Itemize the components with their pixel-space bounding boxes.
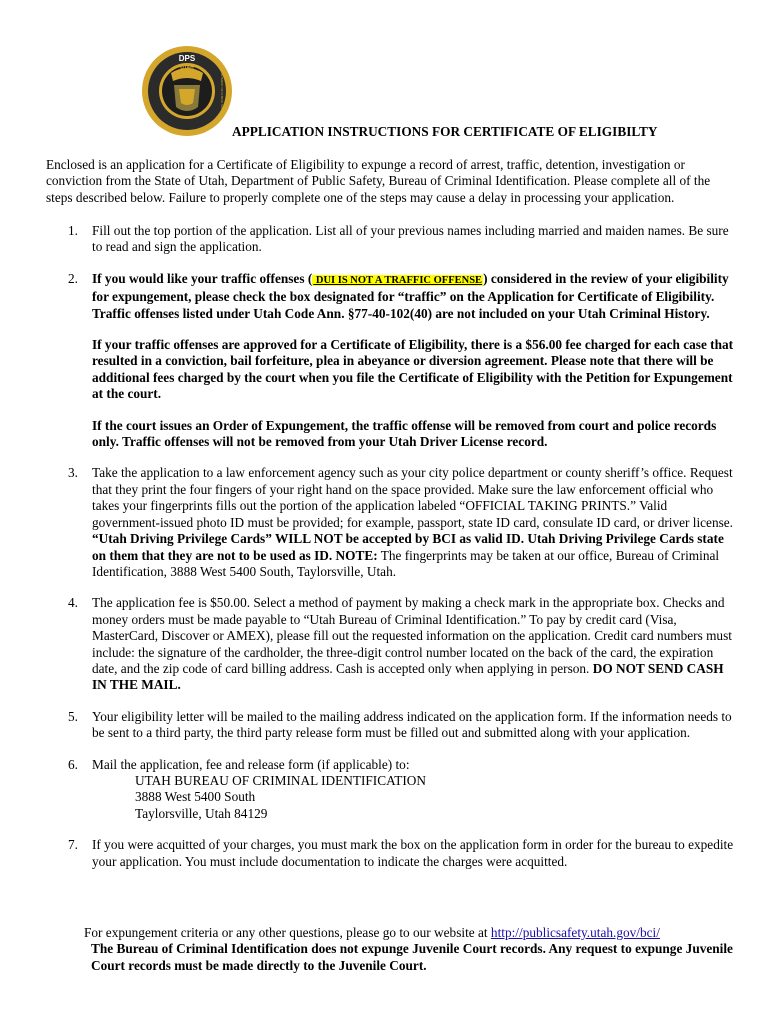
mailing-address (92, 773, 736, 822)
list-number: 6. (68, 756, 78, 772)
svg-text:DEPARTMENT OF PUBLIC SAFETY: DEPARTMENT OF PUBLIC SAFETY (220, 66, 224, 116)
step-text: Your eligibility letter will be mailed to the mailing address indicated on the application form. If the information needs to be sent to a third party, the third party release form must be filled out and submitted along with your application. (92, 708, 732, 741)
list-item-4 (46, 595, 736, 693)
intro-paragraph: Enclosed is an application for a Certificate of Eligibility to expunge a record of arrest, traffic, detention, investigation or conviction from the State of Utah, Department of Public Safety, Bureau of Criminal Identification. Please complete all of the steps described below. Failure to properly complete one of the steps may cause a delay in processing your application. (46, 157, 711, 205)
dps-seal-logo (141, 45, 233, 137)
court-order-paragraph: If the court issues an Order of Expungement, the traffic offense will be removed from court and police records only. Traffic offenses will not be removed from your Utah Driver License record. (92, 417, 717, 450)
page-title: APPLICATION INSTRUCTIONS FOR CERTIFICATE OF ELIGIBILTY (232, 124, 658, 139)
step-text-main: Take the application to a law enforcement agency such as your city police department or county sheriff’s office. Request that they print the four fingers of your right hand on the space provided. Make sure the law enforcement official who takes your fingerprints fills out the portion of the application labeled “OFFICIAL TAKING PRINTS.” Valid government-issued photo ID must be provided; for example, passport, state ID card, consulate ID card, or driver license. (92, 465, 734, 530)
list-item-5 (46, 709, 736, 742)
svg-text:UTAH: UTAH (180, 65, 194, 71)
juvenile-notice: The Bureau of Criminal Identification does not expunge Juvenile Court records. Any request to expunge Juvenile Court records must be made directly to the Juvenile Court. (91, 941, 733, 973)
id-warning: “Utah Driving Privilege Cards” WILL NOT be accepted by BCI as valid ID. Utah Driving Privilege Cards state on them that they are not to be used as ID. NOTE: (92, 531, 724, 563)
address-line-1: UTAH BUREAU OF CRIMINAL IDENTIFICATION (135, 772, 426, 788)
dui-highlight: DUI IS NOT A TRAFFIC OFFENSE (313, 274, 483, 286)
step-text-post: ) considered in the review of your eligibility for expungement, please check the box designated for “traffic” on the Application for Certificate of Eligibility. Traffic offenses listed under Utah Code Ann. §77-40-102(40) are not included on your Utah Criminal History. (92, 270, 729, 321)
instruction-list (46, 223, 736, 885)
step-text: If you were acquitted of your charges, you must mark the box on the application form in order for the bureau to expedite your application. You must include documentation to indicate the charges were acquitted. (92, 837, 734, 869)
step-text-pre: If you would like your traffic offenses ( (92, 270, 313, 286)
fee-paragraph: If your traffic offenses are approved for a Certificate of Eligibility, there is a $56.00 fee charged for each case that resulted in a conviction, bail forfeiture, plea in abeyance or diversion agreement. Please note that there will be additional fees charged by the court when you file the Certificate of Eligibility with the Petition for Expungement at the court. (92, 337, 734, 402)
step-text-main: The application fee is $50.00. Select a method of payment by making a check mark in the appropriate box. Checks and money orders must be made payable to “Utah Bureau of Criminal Identification.” To pay by credit card (Visa, MasterCard, Discover or AMEX), please fill out the requested information on the application. Credit card numbers must include: the signature of the cardholder, the three-digit control number located on the back of the card, the expiration date, and the zip code of card billing address. Cash is accepted only when applying in person. (92, 595, 732, 676)
step-text (92, 465, 736, 580)
bci-website-link[interactable]: http://publicsafety.utah.gov/bci/ (490, 925, 660, 940)
list-number: 2. (68, 270, 78, 286)
footer-text (84, 925, 744, 941)
step-text: Fill out the top portion of the application. List all of your previous names including married and maiden names. Be sure to read and sign the application. (92, 223, 729, 255)
cash-warning: DO NOT SEND CASH IN THE MAIL. (92, 660, 724, 693)
list-item-7 (46, 837, 736, 870)
step-text-end: The fingerprints may be taken at our office, Bureau of Criminal Identification, 3888 West 5400 South, Taylorsville, Utah. (92, 547, 720, 579)
list-number: 3. (68, 465, 78, 481)
address-line-2: 3888 West 5400 South (135, 789, 256, 805)
list-number: 7. (68, 837, 78, 853)
list-number: 5. (68, 708, 78, 724)
address-line-3: Taylorsville, Utah 84129 (135, 805, 268, 821)
svg-text:DPS: DPS (178, 54, 196, 63)
list-item-6 (46, 757, 736, 823)
footer-website-text: For expungement criteria or any other questions, please go to our website at (84, 925, 491, 940)
step-text (92, 271, 736, 322)
list-number: 1. (68, 223, 78, 238)
list-item-1 (46, 223, 736, 256)
list-item-3 (46, 465, 736, 580)
step-text (92, 595, 736, 693)
step-text: Mail the application, fee and release form (if applicable) to: (92, 756, 410, 772)
list-item-2 (46, 271, 736, 451)
footer (84, 925, 744, 974)
list-number: 4. (68, 595, 78, 611)
